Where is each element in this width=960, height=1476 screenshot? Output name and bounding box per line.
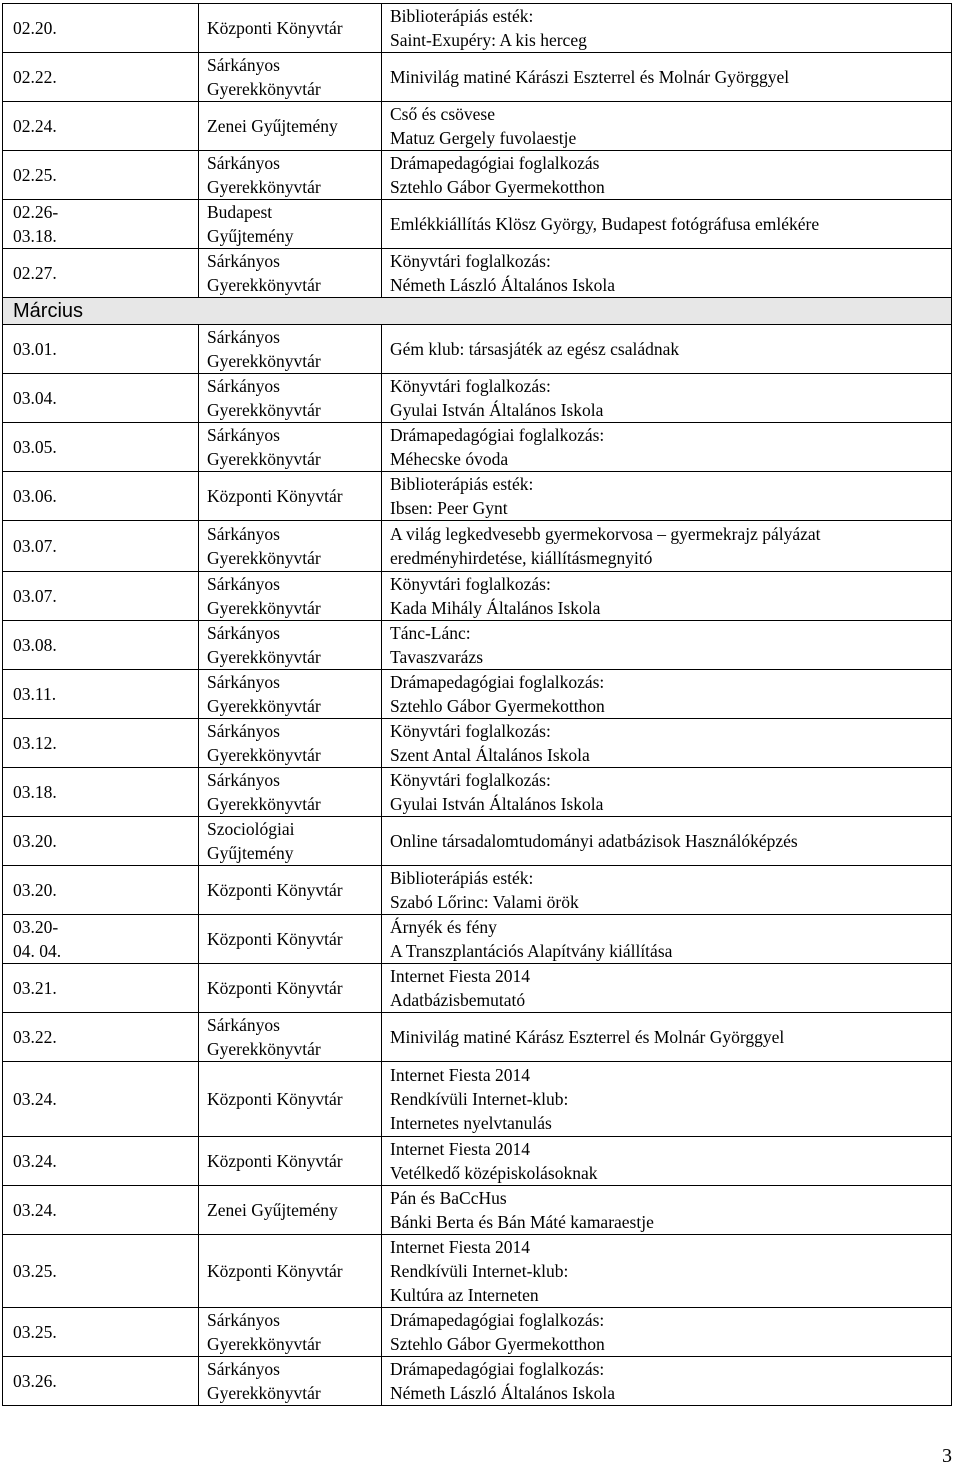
event-date: 03.22. [3, 1013, 199, 1062]
event-location: Központi Könyvtár [199, 1235, 382, 1308]
event-location: Budapest Gyűjtemény [199, 200, 382, 249]
event-description: Cső és csövese Matuz Gergely fuvolaestje [382, 102, 952, 151]
event-description: Drámapedagógiai foglalkozás Sztehlo Gábor Gyermekotthon [382, 151, 952, 200]
event-description: Drámapedagógiai foglalkozás: Sztehlo Gábor Gyermekotthon [382, 670, 952, 719]
event-schedule-body [3, 4, 952, 1406]
event-location: Központi Könyvtár [199, 1137, 382, 1186]
event-description: Könyvtári foglalkozás: Gyulai István Általános Iskola [382, 768, 952, 817]
event-location: Sárkányos Gyerekkönyvtár [199, 670, 382, 719]
event-description: Drámapedagógiai foglalkozás: Németh László Általános Iskola [382, 1357, 952, 1406]
schedule-row [3, 472, 952, 521]
event-date: 03.05. [3, 423, 199, 472]
event-location: Zenei Gyűjtemény [199, 1186, 382, 1235]
event-schedule-table [2, 3, 952, 1406]
event-date: 03.08. [3, 621, 199, 670]
event-date: 03.24. [3, 1137, 199, 1186]
event-date: 03.20- 04. 04. [3, 915, 199, 964]
schedule-row [3, 670, 952, 719]
schedule-row [3, 915, 952, 964]
schedule-row [3, 1357, 952, 1406]
event-location: Sárkányos Gyerekkönyvtár [199, 621, 382, 670]
event-location: Zenei Gyűjtemény [199, 102, 382, 151]
event-description: Könyvtári foglalkozás: Gyulai István Általános Iskola [382, 374, 952, 423]
schedule-row [3, 572, 952, 621]
event-date: 03.25. [3, 1235, 199, 1308]
event-date: 03.21. [3, 964, 199, 1013]
event-location: Sárkányos Gyerekkönyvtár [199, 374, 382, 423]
event-description: Internet Fiesta 2014 Rendkívüli Internet-klub: Internetes nyelvtanulás [382, 1062, 952, 1137]
event-date: 03.26. [3, 1357, 199, 1406]
event-location: Központi Könyvtár [199, 964, 382, 1013]
event-description: Könyvtári foglalkozás: Kada Mihály Általános Iskola [382, 572, 952, 621]
event-location: Sárkányos Gyerekkönyvtár [199, 423, 382, 472]
event-description: Biblioterápiás esték: Ibsen: Peer Gynt [382, 472, 952, 521]
event-location: Sárkányos Gyerekkönyvtár [199, 325, 382, 374]
schedule-row [3, 521, 952, 572]
event-description: Internet Fiesta 2014 Vetélkedő középiskolásoknak [382, 1137, 952, 1186]
event-description: Drámapedagógiai foglalkozás: Méhecske óvoda [382, 423, 952, 472]
event-location: Sárkányos Gyerekkönyvtár [199, 1308, 382, 1357]
event-date: 03.24. [3, 1186, 199, 1235]
event-description: Internet Fiesta 2014 Rendkívüli Internet-klub: Kultúra az Interneten [382, 1235, 952, 1308]
schedule-row [3, 151, 952, 200]
month-heading: Március [3, 298, 952, 325]
event-date: 02.24. [3, 102, 199, 151]
event-date: 03.20. [3, 817, 199, 866]
schedule-row [3, 1062, 952, 1137]
event-date: 03.07. [3, 572, 199, 621]
event-description: Internet Fiesta 2014 Adatbázisbemutató [382, 964, 952, 1013]
event-location: Sárkányos Gyerekkönyvtár [199, 768, 382, 817]
event-location: Központi Könyvtár [199, 866, 382, 915]
event-location: Sárkányos Gyerekkönyvtár [199, 1357, 382, 1406]
event-date: 02.22. [3, 53, 199, 102]
event-date: 03.06. [3, 472, 199, 521]
schedule-row [3, 817, 952, 866]
schedule-row [3, 1235, 952, 1308]
event-description: Online társadalomtudományi adatbázisok Használóképzés [382, 817, 952, 866]
month-heading-row [3, 298, 952, 325]
event-date: 02.25. [3, 151, 199, 200]
event-description: Könyvtári foglalkozás: Szent Antal Általános Iskola [382, 719, 952, 768]
event-date: 02.20. [3, 4, 199, 53]
event-description: Pán és BaCcHus Bánki Berta és Bán Máté kamaraestje [382, 1186, 952, 1235]
schedule-row [3, 325, 952, 374]
event-description: Biblioterápiás esték: Szabó Lőrinc: Valami örök [382, 866, 952, 915]
event-location: Központi Könyvtár [199, 4, 382, 53]
page-number: 3 [942, 1445, 952, 1467]
event-description: Árnyék és fény A Transzplantációs Alapítvány kiállítása [382, 915, 952, 964]
event-location: Központi Könyvtár [199, 1062, 382, 1137]
event-date: 03.25. [3, 1308, 199, 1357]
schedule-row [3, 374, 952, 423]
event-location: Sárkányos Gyerekkönyvtár [199, 151, 382, 200]
schedule-row [3, 621, 952, 670]
event-date: 03.12. [3, 719, 199, 768]
event-description: Tánc-Lánc: Tavaszvarázs [382, 621, 952, 670]
event-location: Sárkányos Gyerekkönyvtár [199, 521, 382, 572]
event-location: Központi Könyvtár [199, 472, 382, 521]
event-location: Szociológiai Gyűjtemény [199, 817, 382, 866]
schedule-row [3, 4, 952, 53]
event-location: Sárkányos Gyerekkönyvtár [199, 719, 382, 768]
event-description: Drámapedagógiai foglalkozás: Sztehlo Gábor Gyermekotthon [382, 1308, 952, 1357]
schedule-row [3, 249, 952, 298]
event-location: Sárkányos Gyerekkönyvtár [199, 572, 382, 621]
event-date: 03.07. [3, 521, 199, 572]
event-description: Könyvtári foglalkozás: Németh László Általános Iskola [382, 249, 952, 298]
event-description: Biblioterápiás esték: Saint-Exupéry: A kis herceg [382, 4, 952, 53]
schedule-row [3, 423, 952, 472]
event-description: A világ legkedvesebb gyermekorvosa – gyermekrajz pályázat eredményhirdetése, kiállításmegnyitó [382, 521, 952, 572]
event-date: 03.11. [3, 670, 199, 719]
event-description: Minivilág matiné Kárászi Eszterrel és Molnár Györggyel [382, 53, 952, 102]
schedule-row [3, 1308, 952, 1357]
event-location: Sárkányos Gyerekkönyvtár [199, 53, 382, 102]
schedule-row [3, 1137, 952, 1186]
event-location: Sárkányos Gyerekkönyvtár [199, 1013, 382, 1062]
schedule-row [3, 1013, 952, 1062]
schedule-row [3, 768, 952, 817]
schedule-row [3, 719, 952, 768]
event-date: 03.01. [3, 325, 199, 374]
schedule-row [3, 964, 952, 1013]
event-date: 03.24. [3, 1062, 199, 1137]
event-location: Sárkányos Gyerekkönyvtár [199, 249, 382, 298]
schedule-row [3, 200, 952, 249]
event-date: 03.20. [3, 866, 199, 915]
event-description: Emlékkiállítás Klösz György, Budapest fotógráfusa emlékére [382, 200, 952, 249]
schedule-row [3, 1186, 952, 1235]
event-date: 02.27. [3, 249, 199, 298]
schedule-row [3, 102, 952, 151]
event-location: Központi Könyvtár [199, 915, 382, 964]
event-date: 03.04. [3, 374, 199, 423]
event-description: Minivilág matiné Kárász Eszterrel és Molnár Györggyel [382, 1013, 952, 1062]
event-description: Gém klub: társasjáték az egész családnak [382, 325, 952, 374]
event-date: 03.18. [3, 768, 199, 817]
event-date: 02.26- 03.18. [3, 200, 199, 249]
schedule-row [3, 866, 952, 915]
schedule-row [3, 53, 952, 102]
